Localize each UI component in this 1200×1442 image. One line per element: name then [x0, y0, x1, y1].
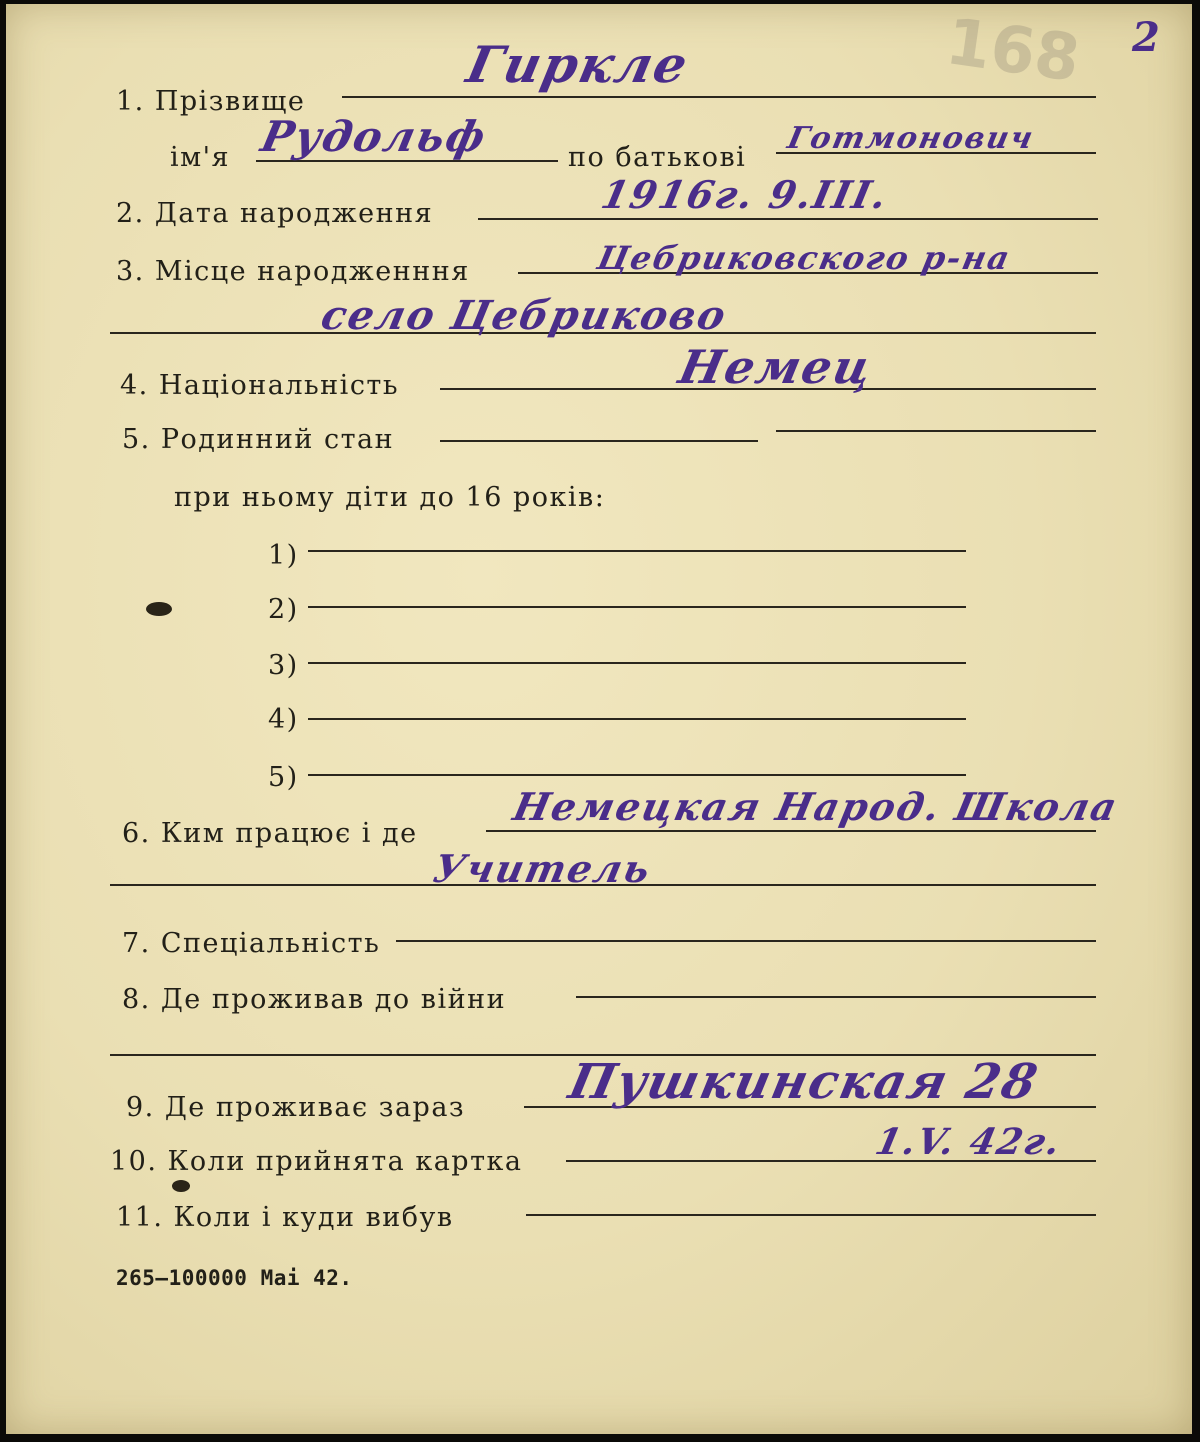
label-card-accepted: 10. Коли прийнята картка [110, 1146, 523, 1177]
child-2-line [308, 606, 966, 608]
child-2-label: 2) [268, 594, 299, 625]
value-birth-place: Цебриковского р-на [593, 239, 1015, 277]
value-card-accepted: 1.V. 42г. [871, 1121, 1066, 1163]
line-marital-status-2 [776, 430, 1096, 432]
value-birth-village: село Цебриково [317, 292, 732, 339]
label-children: при ньому діти до 16 років: [174, 482, 606, 513]
faint-archive-number: 168 [941, 5, 1085, 97]
line-work [486, 830, 1096, 832]
value-nationality: Немец [674, 340, 879, 394]
label-nationality: 4. Національність [120, 370, 400, 401]
line-departure [526, 1214, 1096, 1216]
line-prewar-residence [576, 996, 1096, 998]
child-4-label: 4) [268, 704, 299, 735]
label-first-name: ім'я [170, 142, 231, 173]
child-1-label: 1) [268, 540, 299, 571]
label-departure: 11. Коли і куди вибув [116, 1202, 454, 1233]
value-occupation: Учитель [429, 846, 656, 891]
label-specialty: 7. Спеціальність [122, 928, 381, 959]
child-4-line [308, 718, 966, 720]
label-current-residence: 9. Де проживає зараз [126, 1092, 466, 1123]
value-work: Немецкая Народ. Школа [509, 784, 1123, 829]
label-birth-date: 2. Дата народження [116, 198, 434, 229]
label-patronymic: по батькові [568, 142, 747, 173]
child-5-label: 5) [268, 762, 299, 793]
child-1-line [308, 550, 966, 552]
value-current-residence: Пушкинская 28 [564, 1054, 1044, 1110]
document-sheet [6, 4, 1192, 1434]
value-patronymic: Готмонович [784, 121, 1038, 156]
line-birth-date [478, 218, 1098, 220]
label-work: 6. Ким працює і де [122, 818, 418, 849]
child-3-label: 3) [268, 650, 299, 681]
line-marital-status-1 [440, 440, 758, 442]
punch-hole [146, 602, 172, 616]
value-surname: Гиркле [461, 35, 695, 94]
label-marital-status: 5. Родинний стан [122, 424, 395, 455]
corner-mark: 2 [1132, 14, 1160, 61]
value-first-name: Рудольф [256, 112, 492, 161]
line-specialty [396, 940, 1096, 942]
value-birth-date: 1916г. 9.III. [597, 172, 893, 217]
ink-blot [172, 1180, 190, 1192]
label-surname: 1. Прізвище [116, 86, 306, 117]
label-prewar-residence: 8. Де проживав до війни [122, 984, 507, 1015]
line-surname [342, 96, 1096, 98]
child-3-line [308, 662, 966, 664]
print-imprint: 265—100000 Маі 42. [116, 1266, 353, 1290]
child-5-line [308, 774, 966, 776]
label-birth-place: 3. Місце народженння [116, 256, 470, 287]
